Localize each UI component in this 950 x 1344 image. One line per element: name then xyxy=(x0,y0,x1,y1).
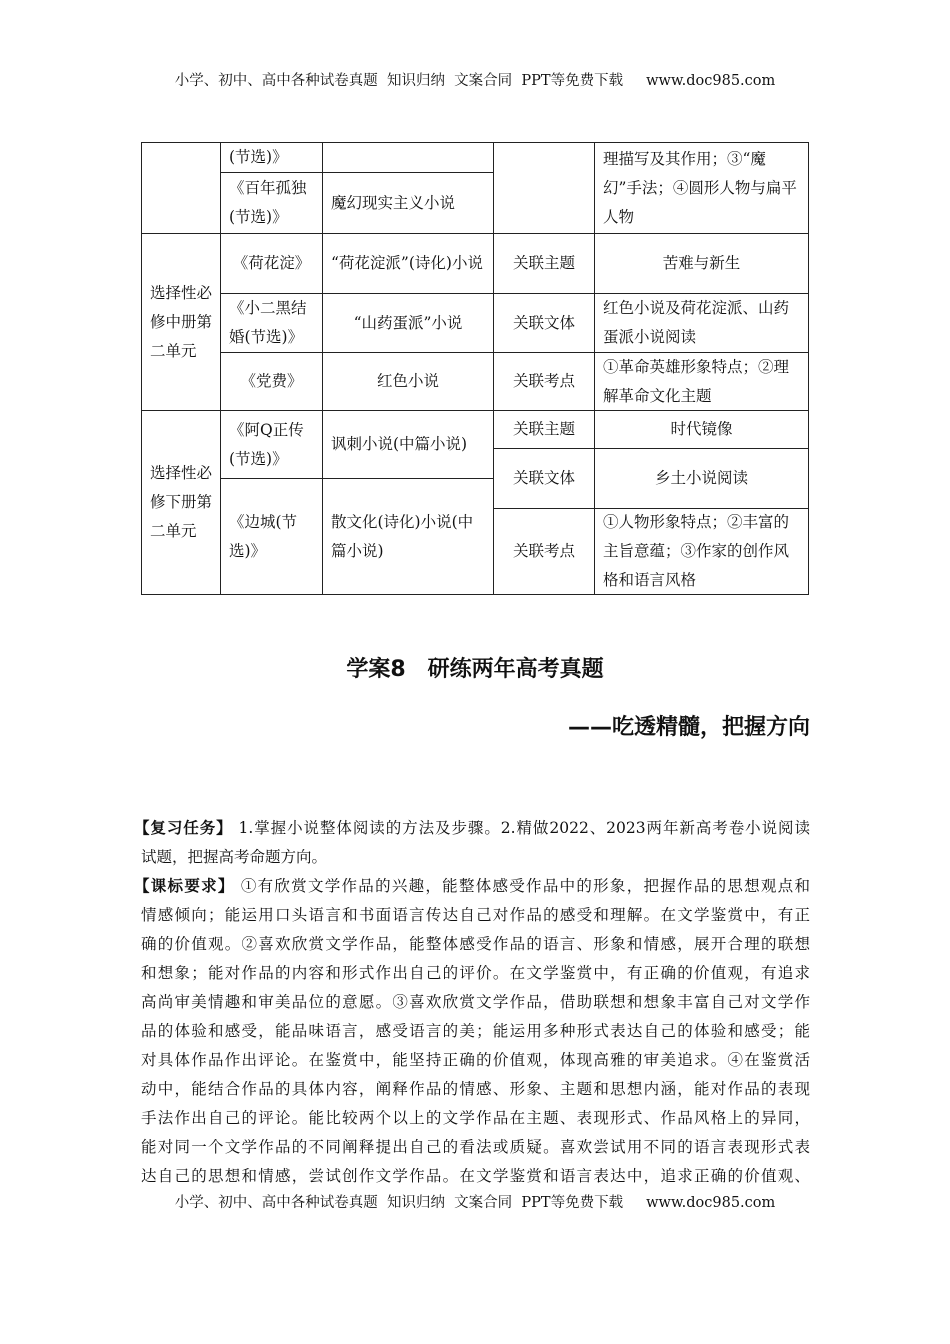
standard-line: 动中，能结合作品的具体内容，阐释作品的情感、形象、主题和思想内涵，能对作品的表现 xyxy=(141,1080,810,1098)
standard-line: 达自己的思想和情感，尝试创作文学作品。在文学鉴赏和语言表达中，追求正确的价值观、 xyxy=(141,1167,810,1185)
standard-line xyxy=(134,872,810,901)
standard-tag: 【课标要求】 xyxy=(134,877,235,895)
unit-label: 选择性必修下册第二单元 xyxy=(141,410,221,595)
page-footer: 小学、初中、高中各种试卷真题 知识归纳 文案合同 PPT等免费下载 www.doc985.com xyxy=(174,1195,776,1211)
review-line: 试题，把握高考命题方向。 xyxy=(141,848,328,866)
standard-line: 手法作出自己的评论。能比较两个以上的文学作品在主题、表现形式、作品风格上的异同， xyxy=(141,1109,810,1127)
page-header: 小学、初中、高中各种试卷真题 知识归纳 文案合同 PPT等免费下载 www.doc985.com xyxy=(174,73,776,89)
text-line: 1.掌握小说整体阅读的方法及步骤。2.精做2022、2023两年新高考卷小说阅读 xyxy=(238,819,810,837)
genre: 讽刺小说(中篇小说) xyxy=(322,410,494,479)
work-title: 《边城(节选)》 xyxy=(220,478,323,595)
work-title: 《小二黑结婚(节选)》 xyxy=(220,293,323,353)
work-title: 《阿Q正传(节选)》 xyxy=(220,410,323,479)
section-title: 学案8 研练两年高考真题 xyxy=(346,657,604,682)
link-type: 关联文体 xyxy=(493,448,595,509)
work-title: 《党费》 xyxy=(220,352,323,411)
genre: 魔幻现实主义小说 xyxy=(322,172,494,234)
link-content: 时代镜像 xyxy=(594,410,809,449)
genre: 红色小说 xyxy=(322,352,494,411)
table-cell-empty xyxy=(141,142,221,234)
link-type: 关联文体 xyxy=(493,293,595,353)
link-content: ①革命英雄形象特点；②理解革命文化主题 xyxy=(594,352,809,411)
link-content: ①人物形象特点；②丰富的主旨意蕴；③作家的创作风格和语言风格 xyxy=(594,508,809,595)
link-type: 关联考点 xyxy=(493,352,595,411)
standard-line: 情感倾向；能运用口头语言和书面语言传达自己对作品的感受和理解。在文学鉴赏中，有正 xyxy=(141,906,810,924)
link-content: 红色小说及荷花淀派、山药蛋派小说阅读 xyxy=(594,293,809,353)
standard-line: 和想象；能对作品的内容和形式作出自己的评价。在文学鉴赏中，有正确的价值观，有追求 xyxy=(141,964,810,982)
standard-line: 对具体作品作出评论。在鉴赏中，能坚持正确的价值观，体现高雅的审美追求。④在鉴赏活 xyxy=(141,1051,810,1069)
genre: 散文化(诗化)小说(中篇小说) xyxy=(322,478,494,595)
section-subtitle: ——吃透精髓，把握方向 xyxy=(567,715,810,740)
standard-line: 高尚审美情趣和审美品位的意愿。③喜欢欣赏文学作品，借助联想和想象丰富自己对文学作 xyxy=(141,993,810,1011)
standard-line: 能对同一个文学作品的不同阐释提出自己的看法或质疑。喜欢尝试用不同的语言表现形式表 xyxy=(141,1138,810,1156)
review-line xyxy=(134,814,810,843)
body-text xyxy=(134,814,810,1191)
link-type: 关联主题 xyxy=(493,233,595,294)
link-content: 乡土小说阅读 xyxy=(594,448,809,509)
link-content: 理描写及其作用；③“魔幻”手法；④圆形人物与扁平人物 xyxy=(594,142,809,234)
unit-label: 选择性必修中册第二单元 xyxy=(141,233,221,411)
link-type: 关联主题 xyxy=(493,410,595,449)
work-title: (节选)》 xyxy=(220,142,323,173)
standard-line: 品的体验和感受，能品味语言，感受语言的美；能运用多种形式表达自己的体验和感受；能 xyxy=(141,1022,810,1040)
table-cell-empty xyxy=(493,142,595,234)
link-type: 关联考点 xyxy=(493,508,595,595)
text-line: ①有欣赏文学作品的兴趣，能整体感受作品中的形象，把握作品的思想观点和 xyxy=(240,877,810,895)
review-tag: 【复习任务】 xyxy=(134,819,233,837)
genre: “荷花淀派”(诗化)小说 xyxy=(322,233,494,294)
table-cell-empty xyxy=(322,142,494,173)
work-title: 《百年孤独(节选)》 xyxy=(220,172,323,234)
work-title: 《荷花淀》 xyxy=(220,233,323,294)
link-content: 苦难与新生 xyxy=(594,233,809,294)
standard-line: 确的价值观。②喜欢欣赏文学作品，能整体感受作品的语言、形象和情感，展开合理的联想 xyxy=(141,935,810,953)
genre: “山药蛋派”小说 xyxy=(322,293,494,353)
